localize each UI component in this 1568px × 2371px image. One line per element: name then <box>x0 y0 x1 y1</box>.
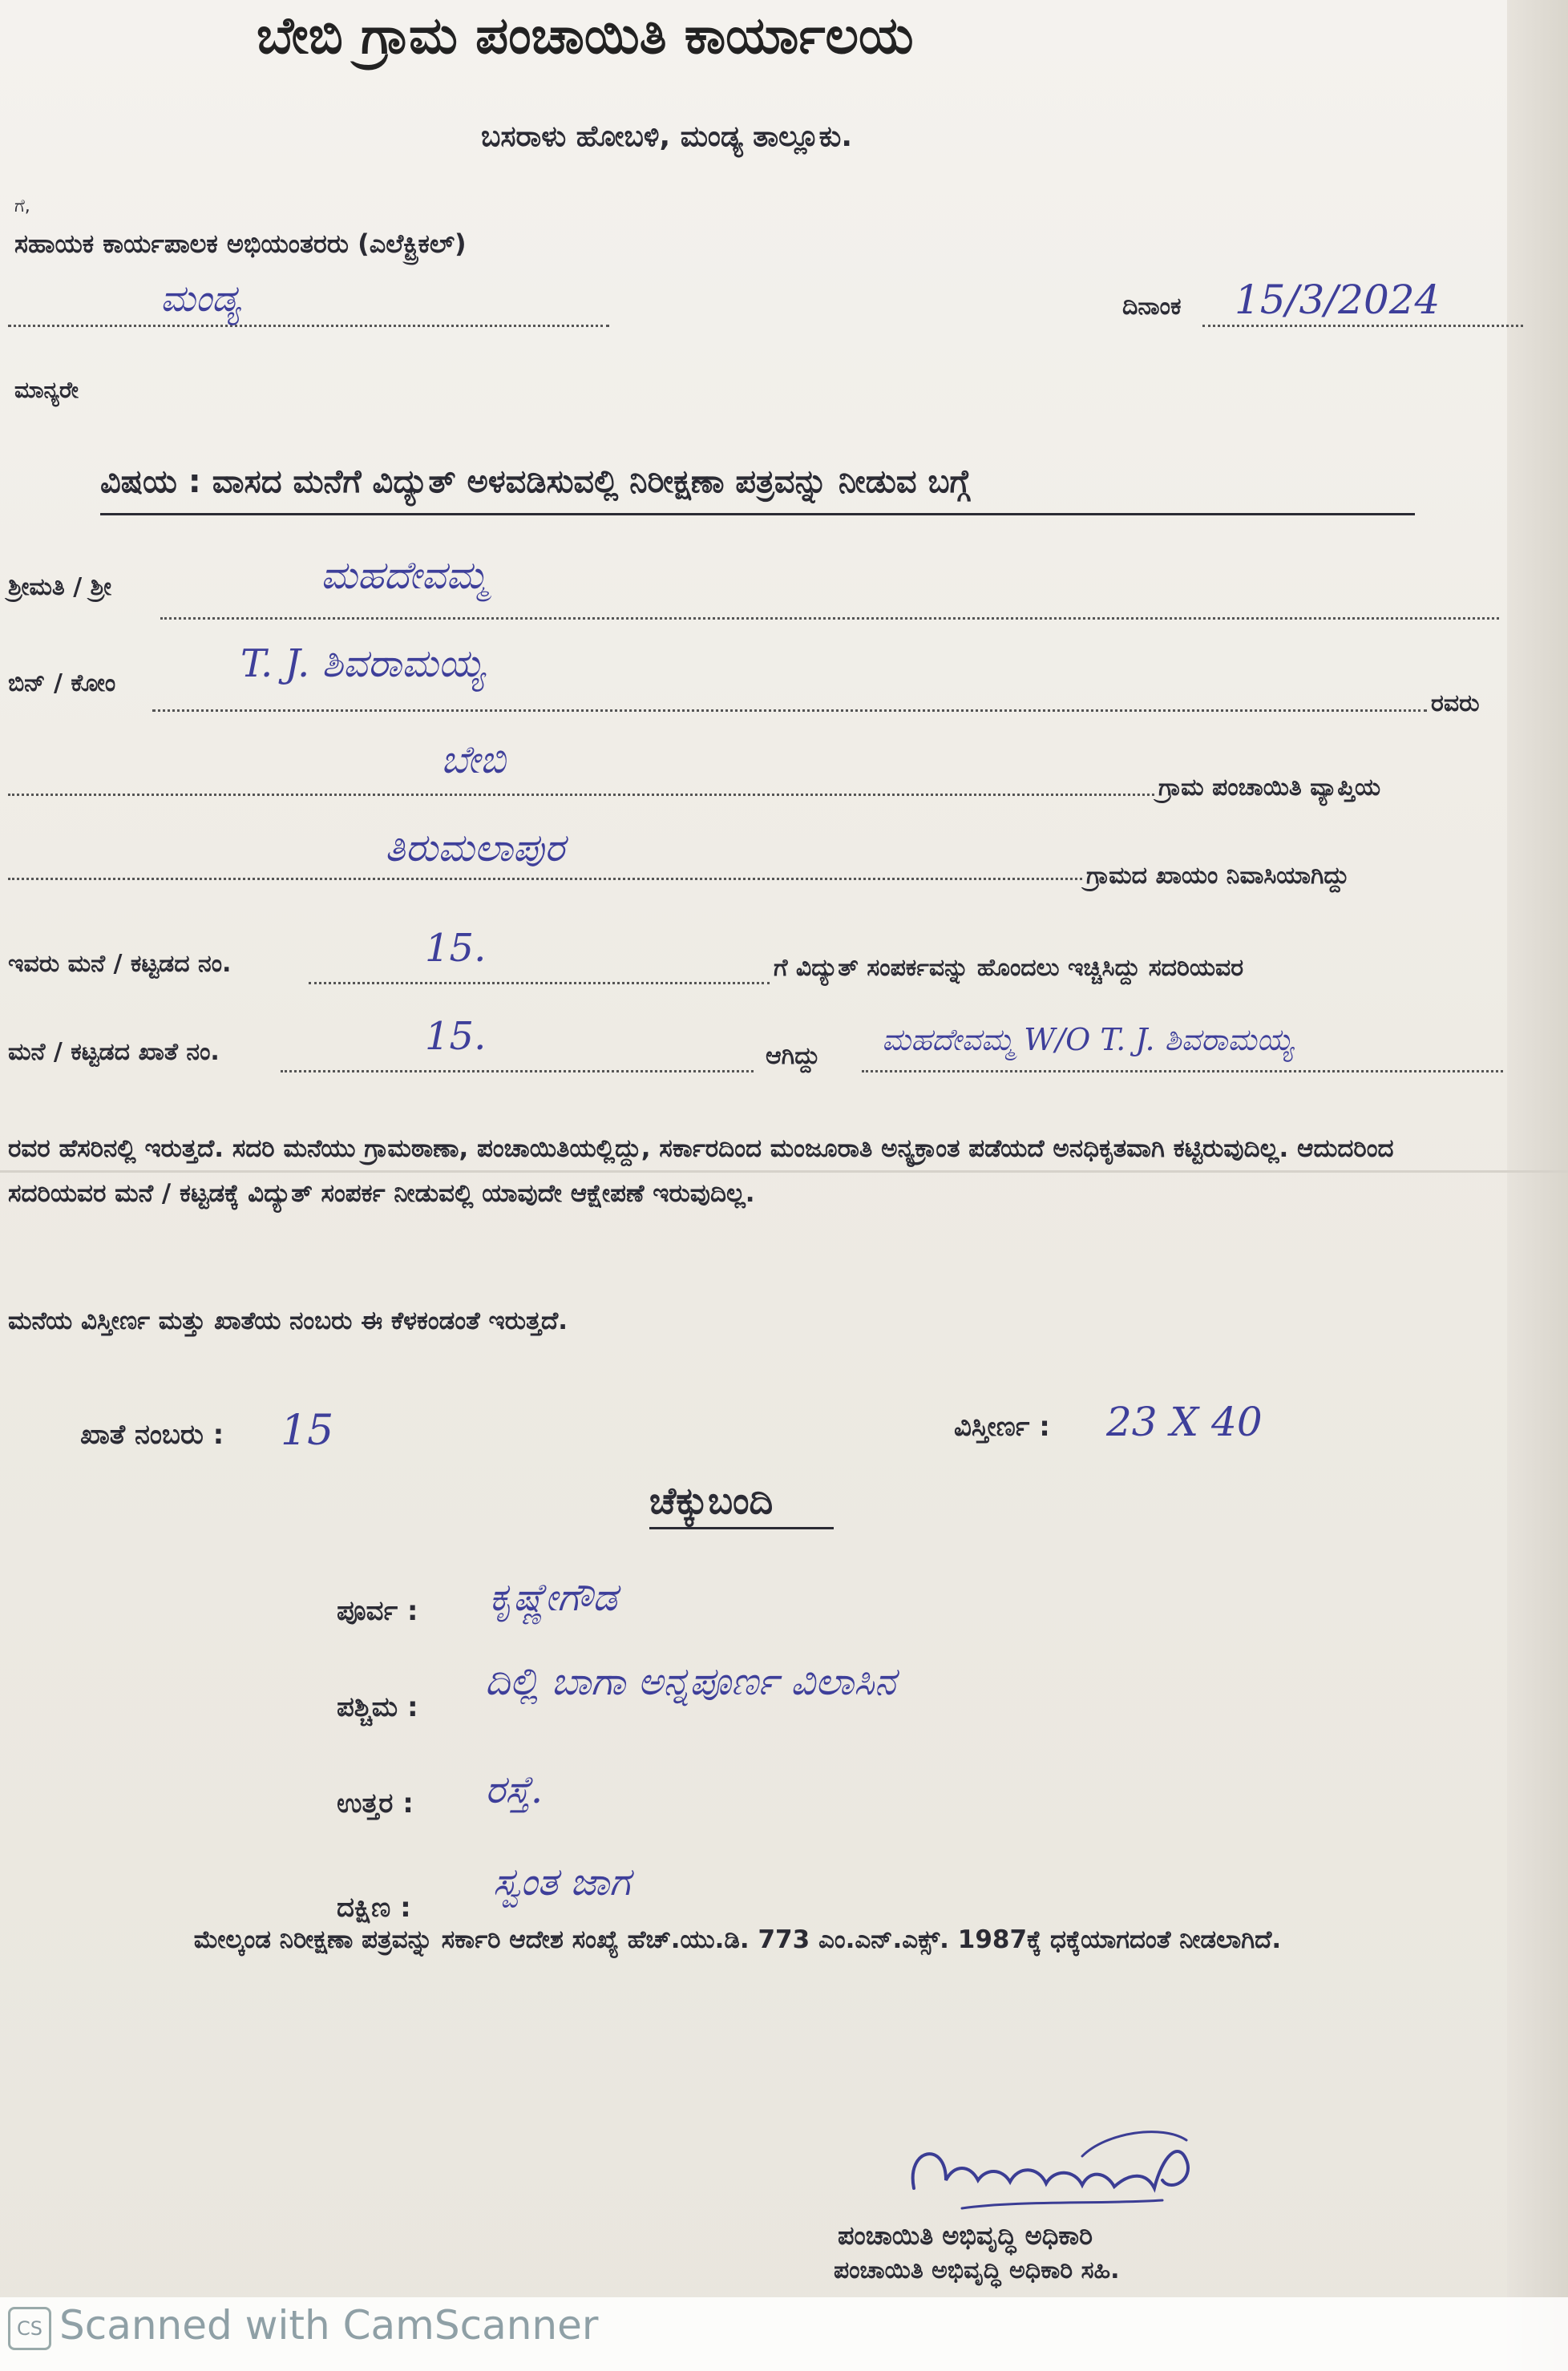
office-title: ಬೇಬಿ ಗ್ರಾಮ ಪಂಚಾಯಿತಿ ಕಾರ್ಯಾಲಯ <box>257 6 914 66</box>
house-no-suffix: ಗೆ ವಿದ್ಯುತ್ ಸಂಪರ್ಕವನ್ನು ಹೊಂದಲು ಇಚ್ಚಿಸಿದ್ದು ಸದರಿಯವರ <box>774 954 1244 982</box>
government-order-note: ಮೇಲ್ಕಂಡ ನಿರೀಕ್ಷಣಾ ಪತ್ರವನ್ನು ಸರ್ಕಾರಿ ಆದೇಶ ಸಂಖ್ಯೆ ಹೆಚ್.ಯು.ಡಿ. 773 ಎಂ.ಎನ್.ಎಕ್ಸ್. 1987ಕ್ಕೆ ಧಕ್ಕೆಯಾಗದಂತೆ ನೀಡಲಾಗಿದೆ. <box>193 1925 1282 1954</box>
village-handwritten: ತಿರುಮಲಾಪುರ <box>385 826 565 870</box>
panchayat-suffix: ಗ್ರಾಮ ಪಂಚಾಯಿತಿ ವ್ಯಾಪ್ತಿಯ <box>1158 774 1381 802</box>
name-label: ಶ್ರೀಮತಿ / ಶ್ರೀ <box>8 573 112 601</box>
south-handwritten: ಸ್ವಂತ ಜಾಗ <box>493 1860 631 1904</box>
house-no-dotted-line <box>309 982 770 984</box>
west-label: ಪಶ್ಚಿಮ : <box>337 1691 418 1723</box>
signature-scribble <box>898 2116 1235 2228</box>
relation-handwritten: T. J. ಶಿವರಾಮಯ್ಯ <box>240 641 485 686</box>
to-prefix: ಗೆ, <box>14 196 30 216</box>
dimensions-note: ಮನೆಯ ವಿಸ್ತೀರ್ಣ ಮತ್ತು ಖಾತೆಯ ನಂಬರು ಈ ಕೆಳಕಂಡಂತೆ ಇರುತ್ತದೆ. <box>8 1307 568 1335</box>
name-handwritten: ಮಹದೇವಮ್ಮ <box>321 553 488 598</box>
khata-no-handwritten: 15. <box>425 1014 487 1059</box>
place-dotted-line <box>8 325 609 327</box>
east-handwritten: ಕೃಷ್ಣೇಗೌಡ <box>489 1575 617 1620</box>
recipient: ಸಹಾಯಕ ಕಾರ್ಯಪಾಲಕ ಅಭಿಯಂತರರು (ಎಲೆಕ್ಟ್ರಿಕಲ್) <box>14 228 467 259</box>
camscanner-logo-icon: CS <box>8 2307 51 2350</box>
body-paragraph: ರವರ ಹೆಸರಿನಲ್ಲಿ ಇರುತ್ತದೆ. ಸದರಿ ಮನೆಯು ಗ್ರಾಮಠಾಣಾ, ಪಂಚಾಯಿತಿಯಲ್ಲಿದ್ದು, ಸರ್ಕಾರದಿಂದ ಮಂಜೂರಾತಿ ಅನ್ಯಕ್ರಾಂತ ಪಡೆಯದೆ ಅನಧಿಕೃತವಾಗಿ ಕಟ್ಟಿರುವುದಿಲ್ಲ. ಆದುದರಿಂದ ಸದರಿಯವರ ಮನೆ / ಕಟ್ಟಡಕ್ಕೆ ವಿದ್ಯುತ್ ಸಂಪರ್ಕ ನೀಡುವಲ್ಲಿ ಯಾವುದೇ ಆಕ್ಷೇಪಣೆ ಇರುವುದಿಲ್ಲ. <box>8 1134 1394 1208</box>
khata-number-label: ಖಾತೆ ನಂಬರು : <box>80 1419 224 1451</box>
house-no-handwritten: 15. <box>425 926 487 971</box>
signature-label: ಪಂಚಾಯಿತಿ ಅಭಿವೃದ್ಧಿ ಅಧಿಕಾರಿ <box>838 2220 1093 2251</box>
village-suffix: ಗ್ರಾಮದ ಖಾಯಂ ನಿವಾಸಿಯಾಗಿದ್ದು <box>1086 862 1350 890</box>
house-no-label: ಇವರು ಮನೆ / ಕಟ್ಟಡದ ನಂ. <box>8 950 232 978</box>
panchayat-handwritten: ಬೇಬಿ <box>441 737 506 782</box>
date-label: ದಿನಾಂಕ <box>1122 293 1182 321</box>
boundaries-underline <box>649 1527 834 1529</box>
date-dotted-line <box>1202 325 1523 327</box>
khata-no-mid: ಆಗಿದ್ದು <box>766 1042 820 1070</box>
name-dotted-line <box>160 617 1499 620</box>
north-label: ಉತ್ತರ : <box>337 1787 414 1820</box>
khata-no-dotted-line <box>281 1070 754 1072</box>
south-label: ದಕ್ಷಿಣ : <box>337 1892 411 1924</box>
boundaries-title: ಚೆಕ್ಕುಬಂದಿ <box>649 1479 774 1522</box>
area-label: ವಿಸ್ತೀರ್ಣ : <box>954 1411 1050 1443</box>
salutation: ಮಾನ್ಯರೇ <box>14 377 79 403</box>
relation-dotted-line <box>152 709 1427 712</box>
owner-handwritten: ಮಹದೇವಮ್ಮ W/O T. J. ಶಿವರಾಮಯ್ಯ <box>882 1022 1294 1057</box>
watermark-text: Scanned with CamScanner <box>59 2302 599 2349</box>
subject-underline <box>100 513 1415 515</box>
khata-number-handwritten: 15 <box>281 1407 334 1455</box>
owner-dotted-line <box>862 1070 1503 1072</box>
north-handwritten: ರಸ್ತೆ. <box>485 1767 544 1812</box>
panchayat-dotted-line <box>8 794 1154 796</box>
subject: ವಿಷಯ : ವಾಸದ ಮನೆಗೆ ವಿದ್ಯುತ್ ಅಳವಡಿಸುವಲ್ಲಿ ನಿರೀಕ್ಷಣಾ ಪತ್ರವನ್ನು ನೀಡುವ ಬಗ್ಗೆ <box>100 463 971 500</box>
signature-label-2: ಪಂಚಾಯಿತಿ ಅಭಿವೃದ್ಧಿ ಅಧಿಕಾರಿ ಸಹಿ. <box>834 2256 1120 2284</box>
page-fold-shadow <box>1507 0 1568 2371</box>
east-label: ಪೂರ್ವ : <box>337 1595 418 1627</box>
relation-label: ಬಿನ್ / ಕೋಂ <box>8 669 116 697</box>
office-subtitle: ಬಸರಾಳು ಹೋಬಳಿ, ಮಂಡ್ಯ ತಾಲ್ಲೂಕು. <box>481 120 853 153</box>
area-handwritten: 23 X 40 <box>1106 1399 1263 1445</box>
relation-suffix: ರವರು <box>1431 689 1480 717</box>
date-handwritten: 15/3/2024 <box>1235 277 1441 323</box>
khata-no-label: ಮನೆ / ಕಟ್ಟಡದ ಖಾತೆ ನಂ. <box>8 1038 220 1066</box>
west-handwritten: ದಿಲ್ಲಿ ಬಾಗಾ ಅನ್ನಪೂರ್ಣ ವಿಲಾಸಿನ <box>485 1659 896 1704</box>
village-dotted-line <box>8 878 1082 880</box>
place-handwritten: ಮಂಡ್ಯ <box>160 277 240 320</box>
